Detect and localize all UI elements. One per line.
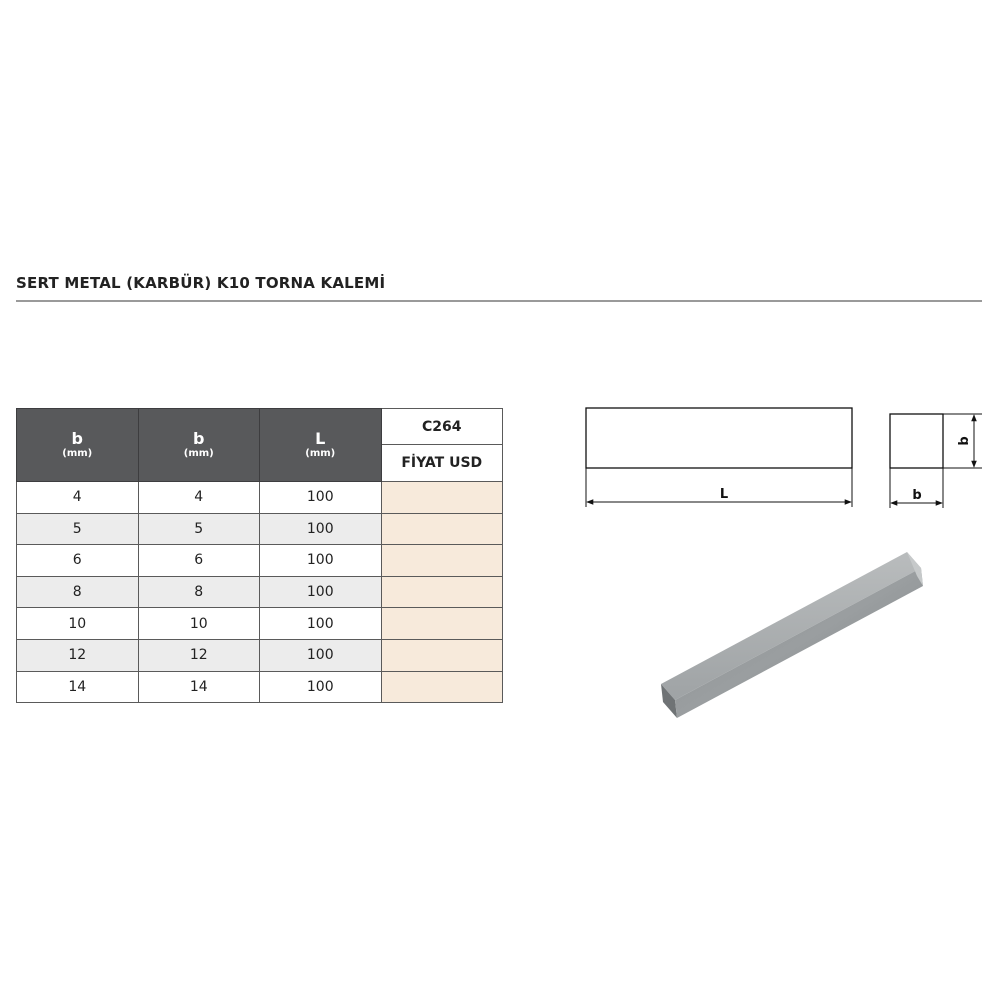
table-row	[17, 482, 503, 514]
table-row	[17, 671, 503, 703]
cell-b-height: 10	[138, 608, 260, 640]
table-row	[17, 513, 503, 545]
cell-b-width: 12	[17, 639, 139, 671]
table-row	[17, 608, 503, 640]
carbide-bar-image	[655, 548, 935, 723]
bar-top-face	[661, 552, 921, 700]
header-unit: (mm)	[62, 448, 93, 459]
header-length	[260, 409, 382, 482]
cell-price	[381, 608, 503, 640]
cell-b-width: 4	[17, 482, 139, 514]
spec-table	[16, 408, 503, 703]
cell-price	[381, 545, 503, 577]
cell-price	[381, 671, 503, 703]
product-code-header: C264	[381, 409, 503, 445]
header-symbol: b	[193, 429, 205, 448]
cell-price	[381, 513, 503, 545]
header-unit: (mm)	[183, 448, 214, 459]
cell-b-height: 6	[138, 545, 260, 577]
cell-b-width: 5	[17, 513, 139, 545]
cell-length: 100	[260, 671, 382, 703]
length-label: L	[719, 487, 729, 502]
cell-length: 100	[260, 545, 382, 577]
technical-drawing	[580, 404, 985, 514]
cell-length: 100	[260, 513, 382, 545]
page-title: SERT METAL (KARBÜR) K10 TORNA KALEMİ	[16, 274, 386, 292]
cell-price	[381, 576, 503, 608]
cell-b-height: 8	[138, 576, 260, 608]
width-label: b	[912, 488, 922, 503]
table-row	[17, 576, 503, 608]
cell-b-height: 5	[138, 513, 260, 545]
cell-length: 100	[260, 639, 382, 671]
bar-side-face	[675, 568, 923, 718]
cell-length: 100	[260, 576, 382, 608]
cell-length: 100	[260, 608, 382, 640]
table-row	[17, 639, 503, 671]
cell-length: 100	[260, 482, 382, 514]
header-unit: (mm)	[305, 448, 336, 459]
table-row	[17, 545, 503, 577]
price-header: FİYAT USD	[381, 445, 503, 482]
end-view-outline	[890, 414, 943, 468]
header-b-width	[17, 409, 139, 482]
cell-b-width: 8	[17, 576, 139, 608]
cell-b-height: 4	[138, 482, 260, 514]
header-symbol: L	[315, 429, 326, 448]
cell-price	[381, 639, 503, 671]
cell-b-height: 12	[138, 639, 260, 671]
cell-b-width: 14	[17, 671, 139, 703]
cell-b-width: 10	[17, 608, 139, 640]
height-label: b	[957, 436, 972, 446]
side-view-outline	[586, 408, 852, 468]
header-symbol: b	[71, 429, 83, 448]
cell-b-height: 14	[138, 671, 260, 703]
cell-price	[381, 482, 503, 514]
header-b-height	[138, 409, 260, 482]
title-divider	[16, 300, 982, 302]
cell-b-width: 6	[17, 545, 139, 577]
